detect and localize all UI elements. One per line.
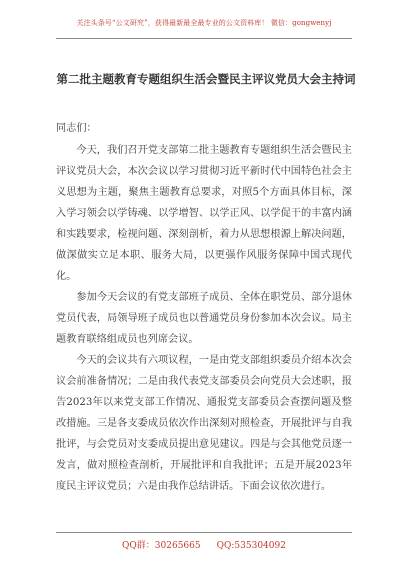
header-divider (56, 38, 352, 39)
paragraph-agenda: 今天的会议共有六项议程，一是由党支部组织委员介绍本次会议会前准备情况；二是由我代表党支部委员会向党员大会述职，报告2023年以来党支部工作情况、通报党支部委员会查摆问题及整改措施。三是各支委成员依次作出深刻对照检查，开展批评与自我批评，与会党员对支委成员提出意见建议。四是与会其他党员逐一发言，做对照检查剖析，开展批评和自我批评；五是开展2023年度民主评议党员；六是由我作总结讲话。下面会议依次进行。 (56, 355, 352, 492)
document-title: 第二批主题教育专题组织生活会暨民主评议党员大会主持词 (56, 72, 356, 86)
footer-qq: QQ:535304092 (216, 541, 286, 551)
footer-qq-group: QQ群：30265665 (122, 541, 201, 551)
footer-divider (56, 532, 352, 533)
paragraph-opening: 今天，我们召开党支部第二批主题教育专题组织生活会暨民主评议党员大会，本次会议以学习贯彻习近平新时代中国特色社会主义思想为主题，聚焦主题教育总要求，对照5个方面具体目标，深入学习领会以学铸魂、以学增智、以学正风、以学促干的丰富内涵和实践要求，检视问题、深刻剖析，着力从思想根源上解决问题，做深做实立足本职、服务大局，以更强作风服务保障中国式现代化。 (56, 145, 352, 282)
paragraph-attendees: 参加今天会议的有党支部班子成员、全体在职党员、部分退休党员代表，局领导班子成员也以普通党员身份参加本次会议。局主题教育联络组成员也列席会议。 (56, 292, 352, 345)
header-banner: 关注头条号“公文研究”，获得最新最全最专业的公文资料库！ 微信：gongwenyj (76, 19, 332, 27)
salutation: 同志们： (56, 123, 97, 134)
footer (0, 538, 408, 551)
document-body (56, 118, 352, 497)
